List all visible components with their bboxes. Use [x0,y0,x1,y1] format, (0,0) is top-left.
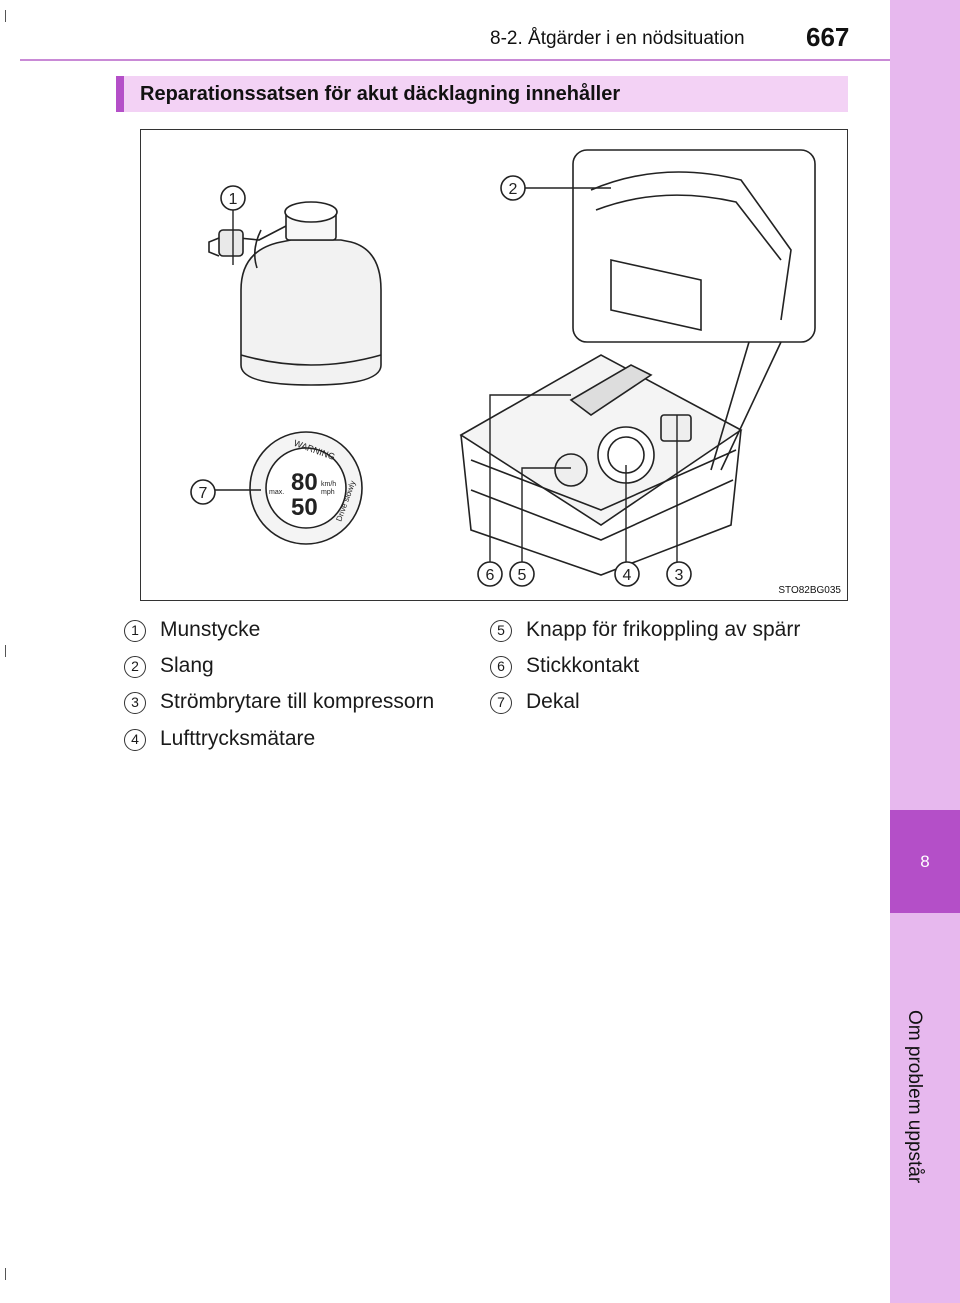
svg-text:4: 4 [622,567,632,584]
crop-mark [5,645,6,657]
crop-mark [5,1268,6,1280]
callout-2 [501,176,525,200]
svg-text:2: 2 [508,181,518,198]
section-title: 8-2. Åtgärder i en nödsituation [490,28,745,49]
callout-7 [191,480,215,504]
callout-3 [667,562,691,586]
svg-text:7: 7 [198,485,208,502]
callout-5 [510,562,534,586]
legend-number: 4 [124,729,146,751]
callout-6 [478,562,502,586]
sticker-warning: WARNING [292,437,337,463]
chapter-number: 8 [920,852,930,871]
svg-text:5: 5 [517,567,527,584]
compressor [461,355,741,575]
legend-label: Lufttrycksmätare [160,727,316,750]
chapter-tab[interactable] [890,810,960,913]
sticker-max: max. [269,489,285,496]
legend-label: Slang [160,654,214,677]
legend-label: Knapp för frikoppling av spärr [526,618,801,641]
svg-text:1: 1 [228,191,238,208]
sticker-speed-mph: 50 [291,494,318,521]
sticker-unit-mph: mph [321,489,335,496]
crop-mark [5,10,6,22]
chapter-sidebar [890,0,960,1303]
legend-number: 2 [124,656,146,678]
svg-text:3: 3 [674,567,684,584]
legend-number: 6 [490,656,512,678]
legend-label: Munstycke [160,618,261,641]
legend-label: Dekal [526,690,580,713]
page-header [0,0,890,60]
legend-number: 7 [490,692,512,714]
repair-kit-illustration [140,129,848,601]
illustration-svg [141,130,847,600]
svg-text:6: 6 [485,567,495,584]
legend-number: 3 [124,692,146,714]
sticker-caption: Drive slowly [334,479,358,523]
page-number: 667 [806,22,850,52]
section-heading [116,76,848,112]
legend-number: 5 [490,620,512,642]
sticker-unit-kmh: km/h [321,481,337,488]
header-rule [20,59,890,61]
legend-label: Stickkontakt [526,654,640,677]
sticker-speed-kmh: 80 [291,469,318,496]
warning-sticker [250,432,362,544]
section-heading-text: Reparationssatsen för akut däcklagning innehåller [140,83,621,105]
sealant-bottle [209,202,381,385]
figure-code: STO82BG035 [778,585,841,596]
callout-4 [615,562,639,586]
chapter-title: Om problem uppstår [904,1010,925,1184]
callout-1 [221,186,245,210]
legend-number: 1 [124,620,146,642]
legend-label: Strömbrytare till kompressorn [160,690,435,713]
